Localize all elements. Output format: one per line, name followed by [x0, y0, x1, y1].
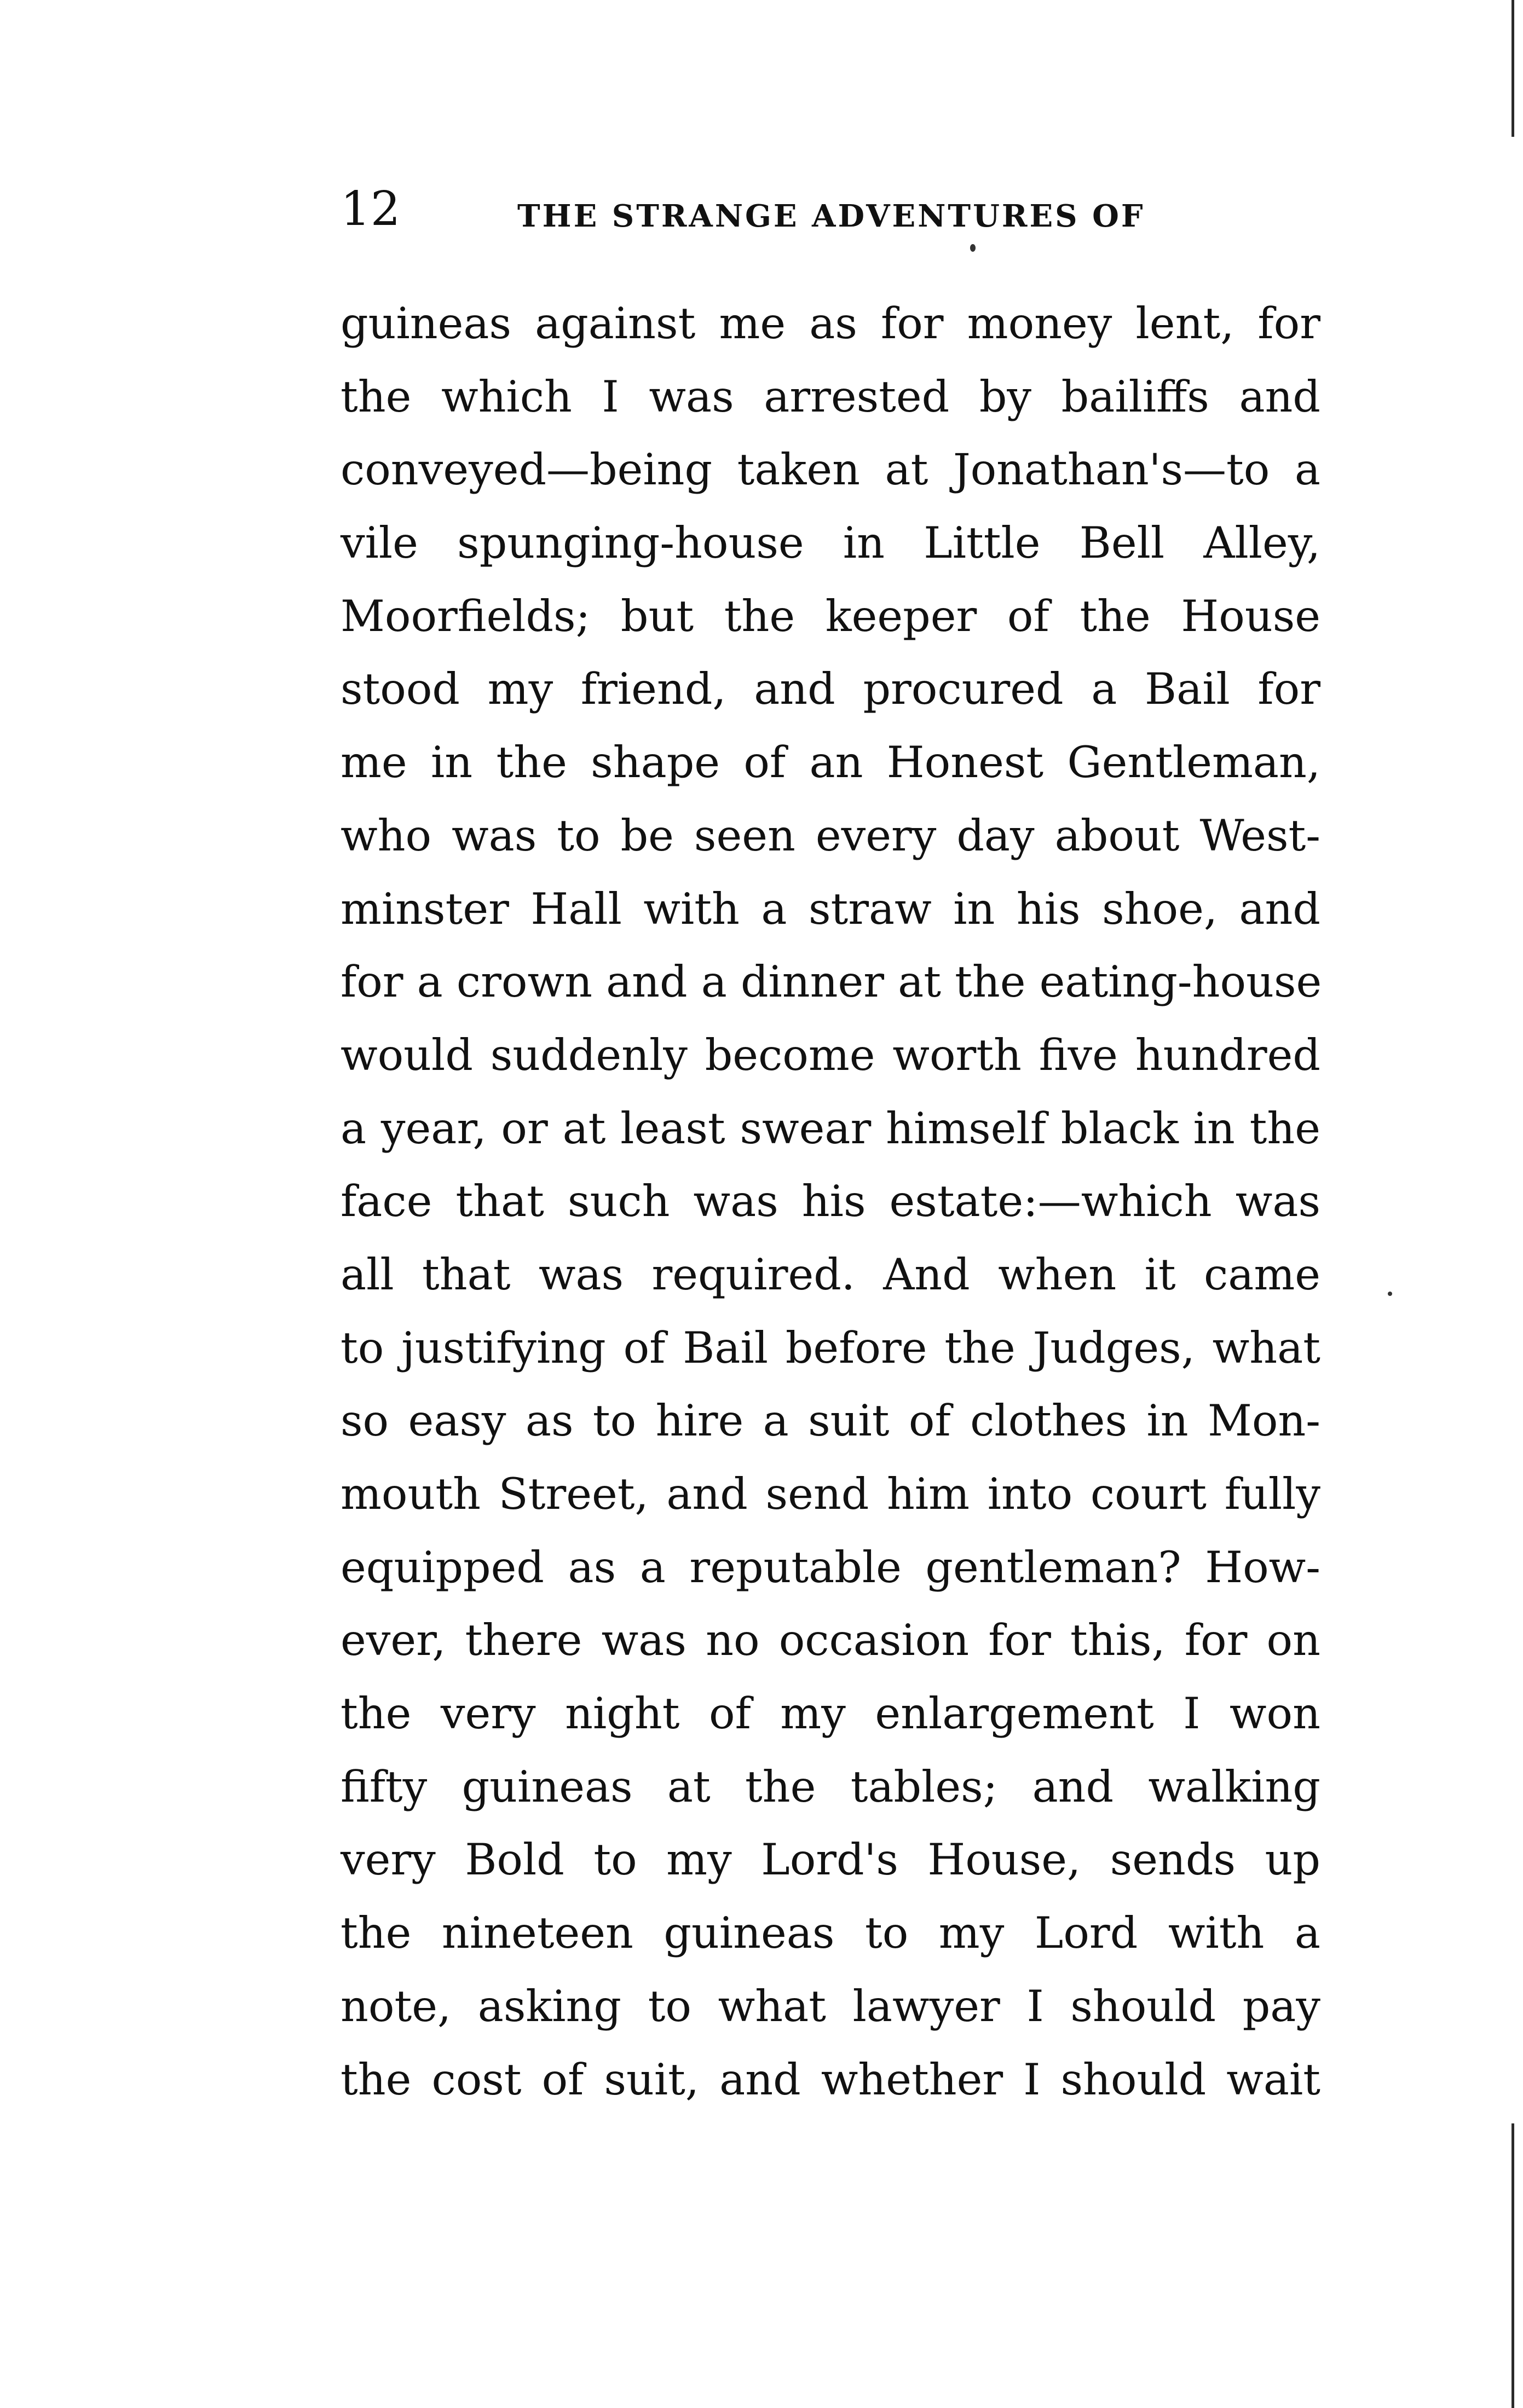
- text-line: ever, there was no occasion for this, for on: [341, 1615, 1320, 1666]
- page-number: 12: [341, 182, 401, 236]
- body-text: [341, 287, 1320, 2116]
- running-head: THE STRANGE ADVENTURES OF: [517, 198, 1145, 234]
- text-line: guineas against me as for money lent, for: [341, 298, 1320, 349]
- text-line: note, asking to what lawyer I should pay: [341, 1981, 1320, 2031]
- text-line: vile spunging-house in Little Bell Alley,: [341, 518, 1320, 569]
- text-line: minster Hall with a straw in his shoe, and: [341, 883, 1320, 934]
- text-line: the cost of suit, and whether I should wait: [341, 2054, 1320, 2105]
- text-line: me in the shape of an Honest Gentleman,: [341, 737, 1320, 788]
- page-edge-rule-top: [1512, 0, 1514, 137]
- text-line: mouth Street, and send him into court fully: [341, 1469, 1320, 1519]
- ink-speck: [1388, 1292, 1392, 1296]
- text-line: to justifying of Bail before the Judges, what: [341, 1322, 1320, 1373]
- text-line: so easy as to hire a suit of clothes in Mon-: [341, 1396, 1320, 1446]
- text-line: a year, or at least swear himself black in the: [341, 1103, 1320, 1154]
- text-line: face that such was his estate:—which was: [341, 1176, 1320, 1227]
- text-line: Moorfields; but the keeper of the House: [341, 591, 1320, 641]
- text-line: the which I was arrested by bailiffs and: [341, 371, 1320, 422]
- text-line: the nineteen guineas to my Lord with a: [341, 1908, 1320, 1959]
- text-line: who was to be seen every day about West-: [341, 810, 1320, 861]
- text-line: would suddenly become worth five hundred: [341, 1029, 1320, 1080]
- text-line: fifty guineas at the tables; and walking: [341, 1761, 1320, 1812]
- text-line: all that was required. And when it came: [341, 1249, 1320, 1300]
- text-line: equipped as a reputable gentleman? How-: [341, 1542, 1320, 1593]
- ink-speck: [970, 244, 976, 252]
- text-line: stood my friend, and procured a Bail for: [341, 664, 1320, 715]
- text-line: very Bold to my Lord's House, sends up: [341, 1834, 1320, 1885]
- page-header: [341, 175, 1326, 241]
- page-edge-rule-bottom: [1512, 2123, 1514, 2408]
- text-line: for a crown and a dinner at the eating-house: [341, 957, 1322, 1008]
- text-line: conveyed—being taken at Jonathan's—to a: [341, 444, 1320, 495]
- text-line: the very night of my enlargement I won: [341, 1688, 1320, 1739]
